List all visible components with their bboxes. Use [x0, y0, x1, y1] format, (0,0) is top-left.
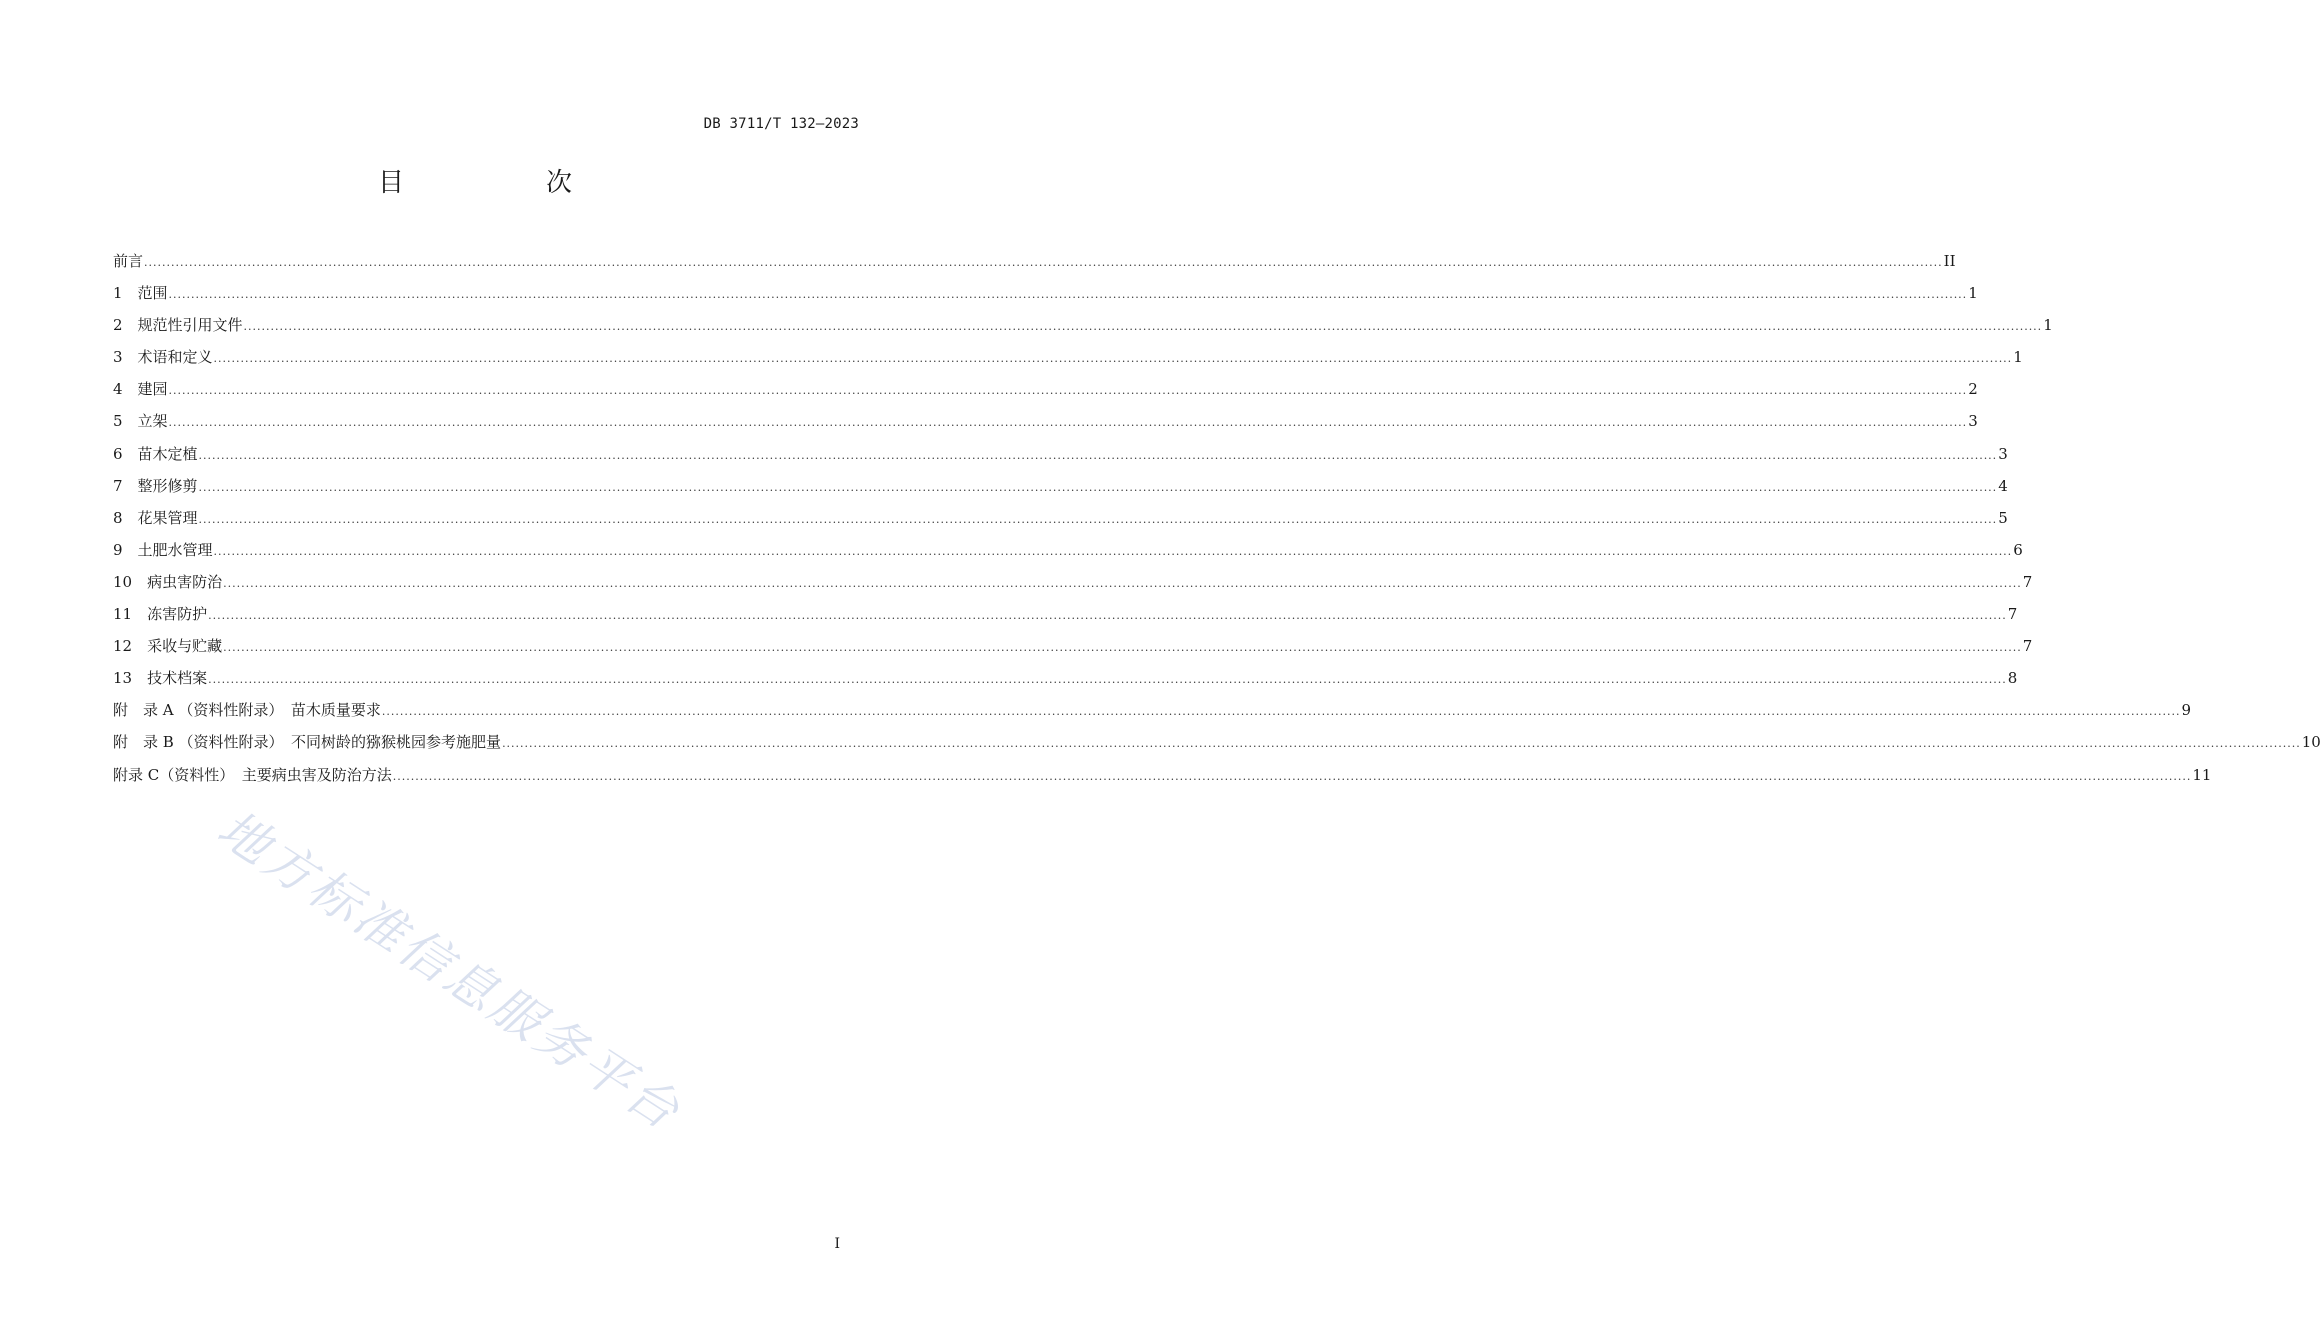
toc-entry-page: 4	[1998, 476, 2008, 495]
toc-entry-page: 7	[2022, 637, 2033, 656]
toc-entry-label: 3 术语和定义	[113, 348, 213, 367]
toc-entry-label: 前言	[113, 252, 144, 270]
toc-entry-page: 1	[1968, 284, 1978, 303]
toc-entry-page: 8	[2007, 669, 2018, 688]
toc-entry-label: 12 采收与贮藏	[113, 637, 223, 656]
toc-entry-page: 7	[2022, 572, 2033, 591]
toc-entry-label: 6 苗木定植	[113, 444, 198, 463]
toc-entry-page: 3	[1968, 412, 1978, 431]
toc-entry-label: 7 整形修剪	[113, 476, 198, 495]
toc-entry-page: II	[1943, 252, 1956, 270]
toc-dot-leader: ................................................................................................................................................................................................................................................................................................................................................................................................................	[168, 288, 1968, 302]
toc-entry[interactable]	[113, 731, 2321, 763]
toc-dot-leader: ................................................................................................................................................................................................................................................................................................................................................................................................................	[213, 544, 2013, 558]
toc-dot-leader: ................................................................................................................................................................................................................................................................................................................................................................................................................	[208, 673, 2007, 687]
toc-entry-label: 2 规范性引用文件	[113, 316, 243, 335]
toc-entry-label: 9 土肥水管理	[113, 540, 213, 559]
toc-dot-leader: ................................................................................................................................................................................................................................................................................................................................................................................................................	[381, 705, 2181, 719]
watermark: 地方标准信息服务平台	[207, 799, 692, 1142]
toc-dot-leader: ................................................................................................................................................................................................................................................................................................................................................................................................................	[168, 384, 1968, 398]
toc-entry-label: 11 冻害防护	[113, 605, 208, 624]
toc-entry[interactable]	[113, 571, 2033, 603]
toc-entry-page: 9	[2181, 701, 2192, 720]
toc-dot-leader: ................................................................................................................................................................................................................................................................................................................................................................................................................	[223, 576, 2022, 590]
toc-entry[interactable]	[113, 282, 1978, 314]
toc-entry-label: 附 录 B （资料性附录） 不同树龄的猕猴桃园参考施肥量	[113, 733, 502, 752]
toc-entry[interactable]	[113, 443, 2008, 475]
toc-entry[interactable]	[113, 699, 2192, 731]
toc-dot-leader: ................................................................................................................................................................................................................................................................................................................................................................................................................	[144, 256, 1943, 269]
toc-entry-page: 7	[2007, 605, 2018, 624]
toc-entry-label: 附 录 A （资料性附录） 苗木质量要求	[113, 701, 381, 720]
toc-dot-leader: ................................................................................................................................................................................................................................................................................................................................................................................................................	[392, 769, 2192, 783]
toc-dot-leader: ................................................................................................................................................................................................................................................................................................................................................................................................................	[213, 352, 2013, 366]
page-title: 目 次	[377, 168, 630, 198]
toc-entry-page: 10	[2301, 733, 2321, 752]
toc-dot-leader: ................................................................................................................................................................................................................................................................................................................................................................................................................	[168, 416, 1968, 430]
toc-entry-label: 8 花果管理	[113, 508, 198, 527]
toc-dot-leader: ................................................................................................................................................................................................................................................................................................................................................................................................................	[198, 448, 1998, 462]
toc-entry[interactable]	[113, 507, 2008, 539]
toc-entry-label: 13 技术档案	[113, 669, 208, 688]
toc-entry[interactable]	[113, 603, 2018, 635]
toc-entry[interactable]	[113, 475, 2008, 507]
toc-entry-page: 5	[1998, 508, 2008, 527]
toc-entry[interactable]	[113, 250, 1956, 282]
toc-dot-leader: ................................................................................................................................................................................................................................................................................................................................................................................................................	[243, 320, 2043, 334]
table-of-contents	[113, 250, 2321, 796]
toc-entry[interactable]	[113, 667, 2018, 699]
toc-dot-leader: ................................................................................................................................................................................................................................................................................................................................................................................................................	[502, 737, 2301, 751]
toc-entry[interactable]	[113, 635, 2033, 667]
standard-code: DB 3711/T 132—2023	[703, 116, 859, 132]
toc-dot-leader: ................................................................................................................................................................................................................................................................................................................................................................................................................	[198, 512, 1998, 526]
toc-entry[interactable]	[113, 764, 2212, 796]
toc-entry-page: 1	[2043, 316, 2053, 335]
toc-entry-label: 10 病虫害防治	[113, 572, 223, 591]
toc-dot-leader: ................................................................................................................................................................................................................................................................................................................................................................................................................	[198, 480, 1998, 494]
toc-entry[interactable]	[113, 378, 1978, 410]
toc-entry[interactable]	[113, 314, 2053, 346]
toc-entry-page: 11	[2192, 765, 2212, 784]
toc-entry-page: 3	[1998, 444, 2008, 463]
toc-entry-label: 1 范围	[113, 284, 168, 303]
toc-entry-label: 附录 C（资料性） 主要病虫害及防治方法	[113, 765, 392, 784]
toc-dot-leader: ................................................................................................................................................................................................................................................................................................................................................................................................................	[223, 641, 2022, 655]
toc-dot-leader: ................................................................................................................................................................................................................................................................................................................................................................................................................	[208, 609, 2007, 623]
toc-entry-label: 4 建园	[113, 380, 168, 399]
page-number: I	[834, 1236, 840, 1252]
toc-entry-page: 1	[2013, 348, 2023, 367]
toc-entry-label: 5 立架	[113, 412, 168, 431]
toc-entry-page: 6	[2013, 540, 2023, 559]
toc-entry[interactable]	[113, 346, 2023, 378]
toc-entry-page: 2	[1968, 380, 1978, 399]
toc-entry[interactable]	[113, 539, 2023, 571]
toc-entry[interactable]	[113, 410, 1978, 442]
